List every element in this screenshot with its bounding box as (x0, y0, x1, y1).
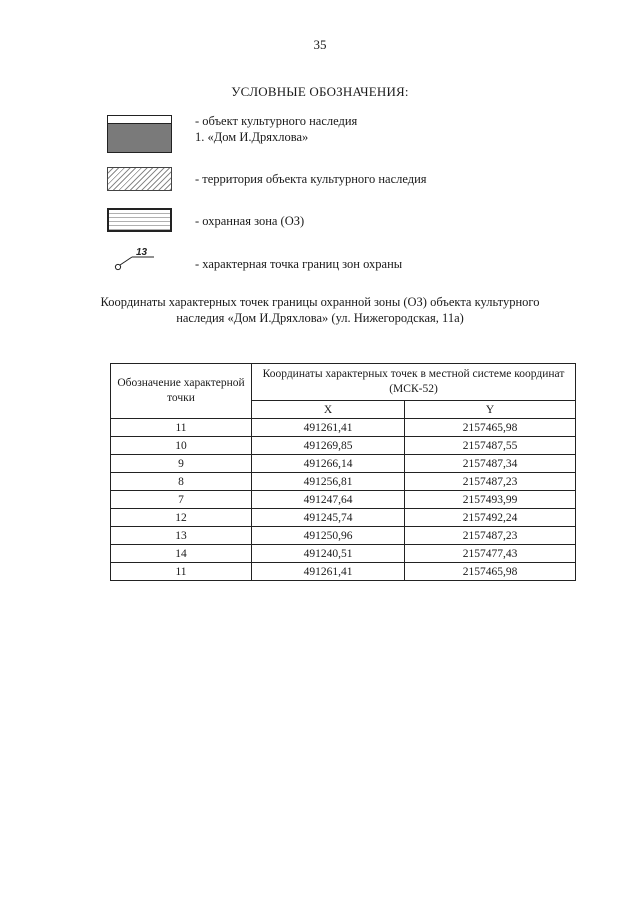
x-cell: 491256,81 (252, 473, 405, 491)
legend-object-name: 1. «Дом И.Дряхлова» (195, 130, 309, 144)
point-cell: 8 (111, 473, 252, 491)
legend-label: - охранная зона (ОЗ) (195, 214, 305, 228)
point-cell: 11 (111, 419, 252, 437)
point-label: 13 (136, 247, 148, 258)
table-caption (0, 294, 640, 326)
x-cell: 491247,64 (252, 491, 405, 509)
table-row (111, 455, 576, 473)
y-cell: 2157487,23 (405, 527, 576, 545)
point-cell: 7 (111, 491, 252, 509)
header-designation: Обозначение характерной точки (111, 364, 252, 419)
caption-line-2: наследия «Дом И.Дряхлова» (ул. Нижегородская, 11а) (176, 311, 464, 325)
point-cell: 11 (111, 563, 252, 581)
object-symbol (107, 115, 172, 153)
legend-title: УСЛОВНЫЕ ОБОЗНАЧЕНИЯ: (231, 84, 409, 99)
y-cell: 2157465,98 (405, 419, 576, 437)
x-cell: 491240,51 (252, 545, 405, 563)
header-coordinates: Координаты характерных точек в местной системе координат (МСК-52) (252, 364, 576, 401)
x-cell: 491266,14 (252, 455, 405, 473)
table-row (111, 419, 576, 437)
y-cell: 2157487,23 (405, 473, 576, 491)
header-x: X (252, 401, 405, 419)
protection-zone-symbol (107, 208, 172, 232)
x-cell: 491261,41 (252, 419, 405, 437)
x-cell: 491250,96 (252, 527, 405, 545)
x-cell: 491245,74 (252, 509, 405, 527)
table-row (111, 437, 576, 455)
x-cell: 491269,85 (252, 437, 405, 455)
point-cell: 10 (111, 437, 252, 455)
territory-hatch-symbol (107, 167, 172, 191)
legend-label: - территория объекта культурного наследия (195, 172, 427, 186)
y-cell: 2157477,43 (405, 545, 576, 563)
point-cell: 13 (111, 527, 252, 545)
y-cell: 2157492,24 (405, 509, 576, 527)
table-row (111, 527, 576, 545)
y-cell: 2157493,99 (405, 491, 576, 509)
table-row (111, 509, 576, 527)
table-row (111, 473, 576, 491)
legend-label: - характерная точка границ зон охраны (195, 257, 403, 271)
y-cell: 2157487,55 (405, 437, 576, 455)
legend-label: - объект культурного наследия (195, 114, 358, 128)
page-number: 35 (313, 37, 327, 52)
y-cell: 2157465,98 (405, 563, 576, 581)
coordinates-table (110, 363, 576, 581)
header-y: Y (405, 401, 576, 419)
table-row (111, 545, 576, 563)
x-cell: 491261,41 (252, 563, 405, 581)
legend-text-object (195, 113, 357, 145)
point-cell: 14 (111, 545, 252, 563)
boundary-point-symbol (112, 246, 162, 274)
table-row (111, 563, 576, 581)
table-row (111, 491, 576, 509)
point-cell: 12 (111, 509, 252, 527)
point-cell: 9 (111, 455, 252, 473)
y-cell: 2157487,34 (405, 455, 576, 473)
caption-line-1: Координаты характерных точек границы охранной зоны (ОЗ) объекта культурного (100, 295, 540, 309)
